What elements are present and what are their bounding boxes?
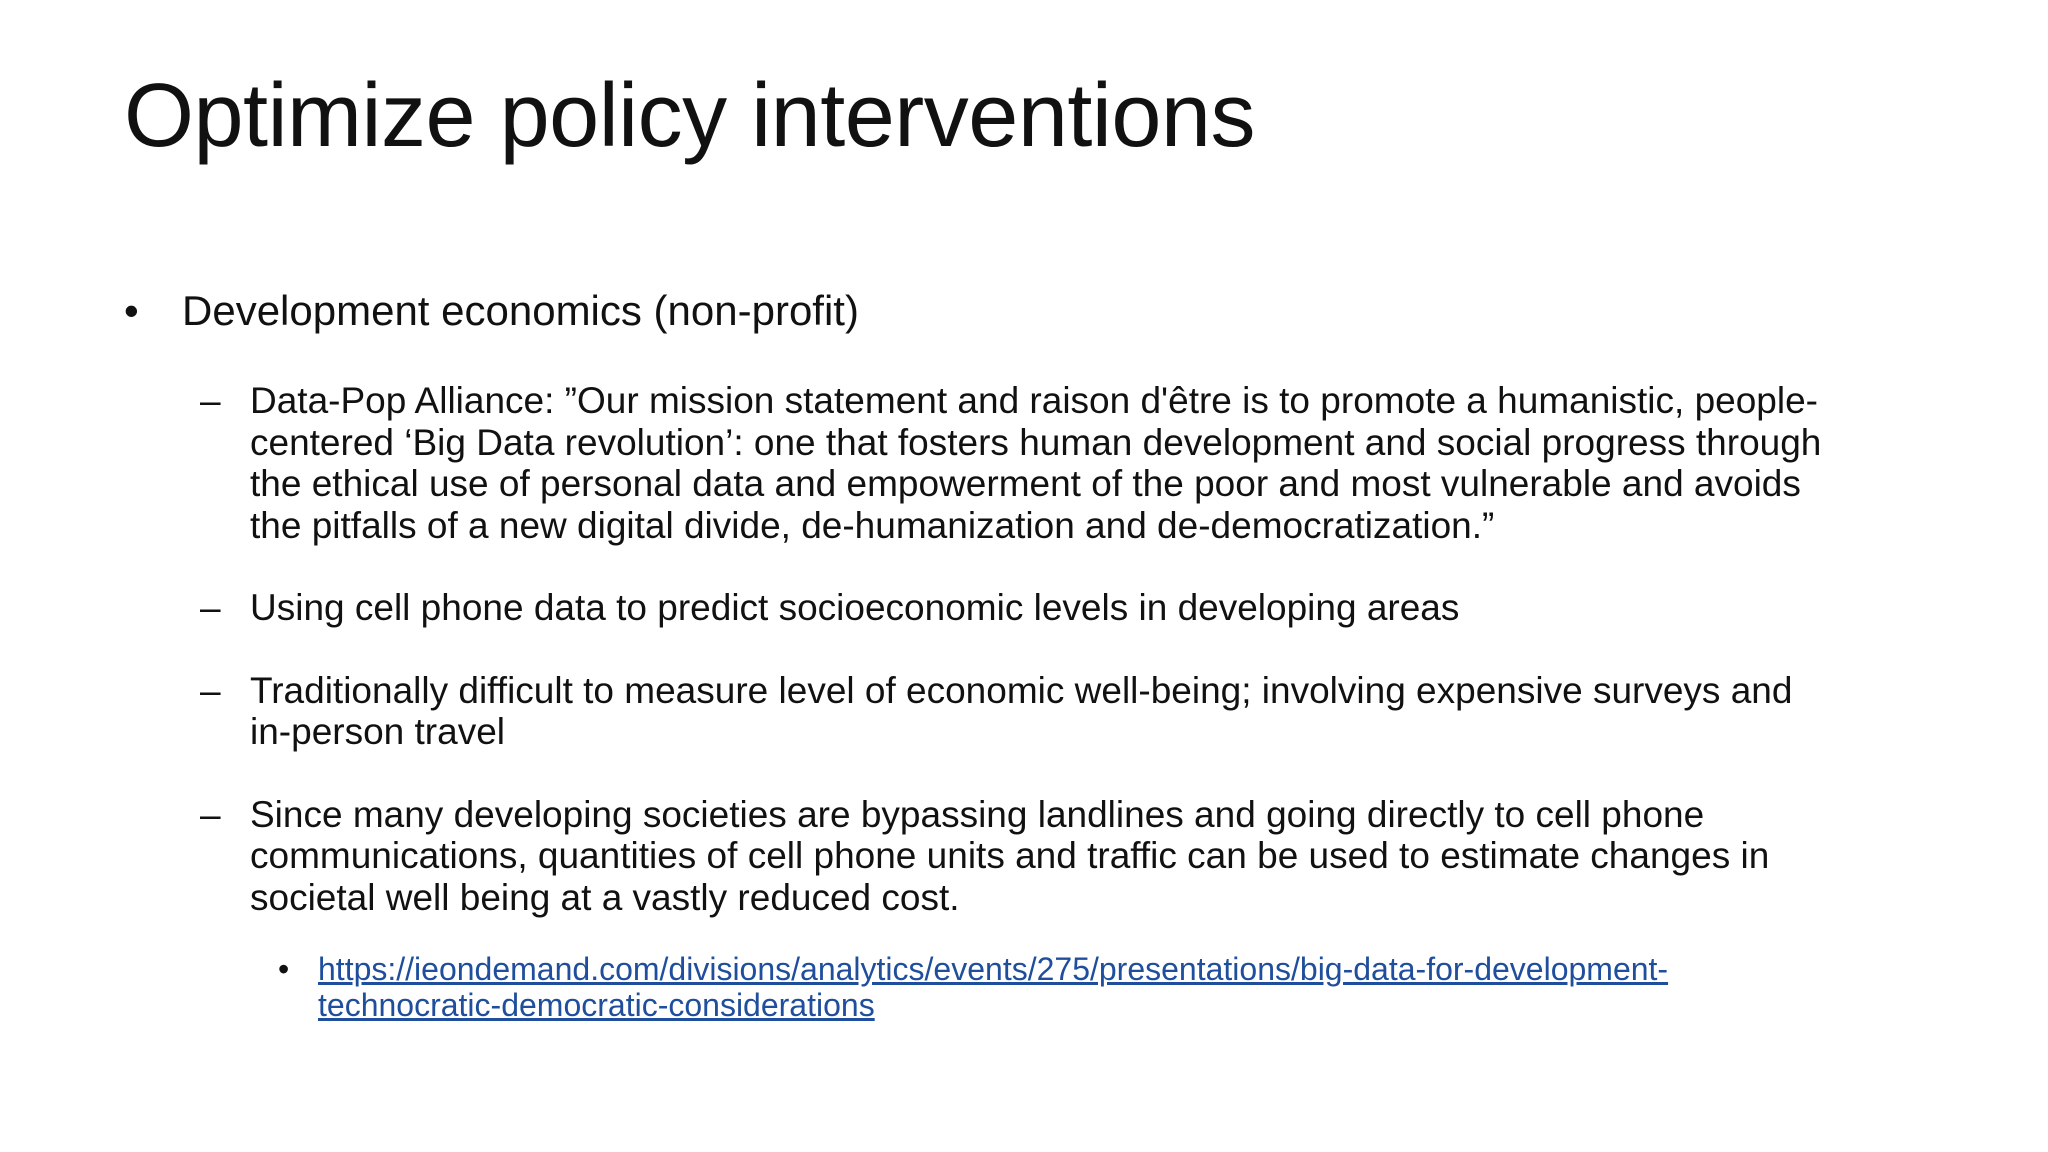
bullet-icon: • [278, 951, 290, 987]
dash-icon: – [200, 793, 221, 835]
dash-icon: – [200, 380, 221, 421]
sub-item-cell-phone-data [200, 587, 1960, 629]
text-line: the ethical use of personal data and empowerment of the poor and most vulnerable and avoids [250, 463, 1801, 504]
bullet-text: Development economics (non-profit) [182, 287, 859, 334]
bullet-icon: • [124, 287, 139, 334]
text-line: Using cell phone data to predict socioeconomic levels in developing areas [250, 587, 1460, 628]
sub-item-data-pop-alliance [200, 380, 1960, 546]
text-line: the pitfalls of a new digital divide, de-humanization and de-democratization.” [250, 504, 1495, 546]
text-line: Traditionally difficult to measure level of economic well-being; involving expensive surveys and [250, 669, 1793, 711]
sub-item-traditionally-difficult [200, 670, 1960, 753]
text-line: communications, quantities of cell phone units and traffic can be used to estimate changes in [250, 835, 1770, 876]
text-line: centered ‘Big Data revolution’: one that fosters human development and social progress through [250, 421, 1822, 463]
dash-icon: – [200, 587, 221, 628]
sub-item-text [250, 670, 1950, 753]
sub-item-text [250, 794, 1950, 919]
sub-item-text [250, 587, 1950, 629]
text-line: Data-Pop Alliance: ”Our mission statement and raison d'être is to promote a humanistic, people- [250, 380, 1819, 421]
link-line[interactable]: https://ieondemand.com/divisions/analytics/events/275/presentations/big-data-for-development- [318, 951, 1669, 987]
text-line: Since many developing societies are bypassing landlines and going directly to cell phone [250, 793, 1705, 835]
text-line: societal well being at a vastly reduced cost. [250, 876, 960, 918]
source-link[interactable] [318, 951, 1668, 1023]
dash-icon: – [200, 669, 221, 711]
text-line: in-person travel [250, 711, 506, 752]
link-list-item [278, 951, 1668, 1023]
sub-item-bypassing-landlines [200, 794, 1960, 919]
link-line[interactable]: technocratic-democratic-considerations [318, 987, 875, 1023]
sub-item-text [250, 380, 1950, 546]
sub-bullet-list [200, 380, 1960, 959]
slide-title: Optimize policy interventions [124, 66, 1255, 166]
